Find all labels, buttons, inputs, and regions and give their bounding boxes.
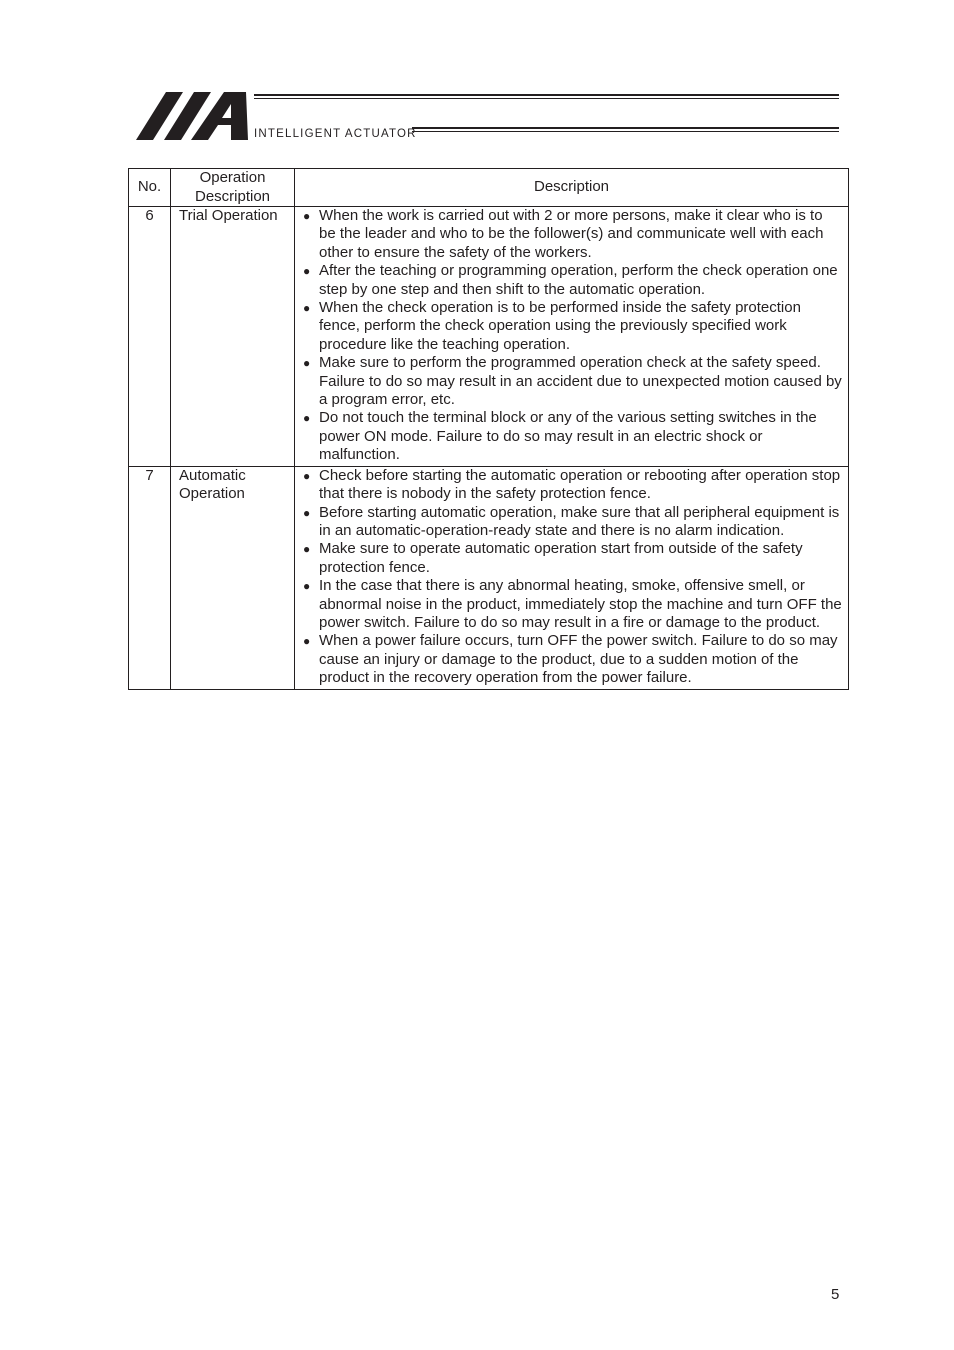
header-rule-top-2 [254, 98, 839, 99]
table-row [129, 207, 849, 467]
iai-logo-icon [136, 92, 250, 140]
header-operation-description: Operation Description [171, 169, 295, 207]
company-name: INTELLIGENT ACTUATOR [254, 128, 417, 140]
list-item: ● Make sure to perform the programmed operation check at the safety speed. Failure to do so may result in an accident due to unexpected motion caused by a program error, etc. [303, 354, 842, 409]
page-header [0, 0, 954, 150]
operation-name: Automatic Operation [171, 466, 295, 689]
header-description: Description [295, 169, 849, 207]
table-header-row [129, 169, 849, 207]
list-item: ● After the teaching or programming operation, perform the check operation one step by one step and then shift to the automatic operation. [303, 262, 842, 299]
header-no: No. [129, 169, 171, 207]
list-item: ● Do not touch the terminal block or any of the various setting switches in the power ON mode. Failure to do so may result in an electric shock or malfunction. [303, 409, 842, 464]
row-number: 7 [129, 466, 171, 689]
list-item: ● Before starting automatic operation, make sure that all peripheral equipment is in an automatic-operation-ready state and there is no alarm indication. [303, 504, 842, 541]
list-item: ● In the case that there is any abnormal heating, smoke, offensive smell, or abnormal noise in the product, immediately stop the machine and turn OFF the power switch. Failure to do so may result in a fire or damage to the product. [303, 577, 842, 632]
description-cell [295, 207, 849, 467]
description-cell [295, 466, 849, 689]
header-rule-bottom-1 [412, 127, 839, 129]
operation-name: Trial Operation [171, 207, 295, 467]
page-number: 5 [831, 1286, 840, 1303]
table-row [129, 466, 849, 689]
header-rule-top-1 [254, 94, 839, 96]
bullet-list [303, 467, 842, 688]
operation-safety-table [128, 168, 849, 690]
list-item: ● When a power failure occurs, turn OFF the power switch. Failure to do so may cause an injury or damage to the product, due to a sudden motion of the product in the recovery operation from the power failure. [303, 632, 842, 687]
list-item: ● Make sure to operate automatic operation start from outside of the safety protection fence. [303, 540, 842, 577]
list-item: ● When the work is carried out with 2 or more persons, make it clear who is to be the leader and who to be the follower(s) and communicate well with each other to ensure the safety of the workers. [303, 207, 842, 262]
row-number: 6 [129, 207, 171, 467]
header-rule-bottom-2 [412, 131, 839, 132]
list-item: ● When the check operation is to be performed inside the safety protection fence, perform the check operation using the previously specified work procedure like the teaching operation. [303, 299, 842, 354]
list-item: ● Check before starting the automatic operation or rebooting after operation stop that there is nobody in the safety protection fence. [303, 467, 842, 504]
bullet-list [303, 207, 842, 465]
